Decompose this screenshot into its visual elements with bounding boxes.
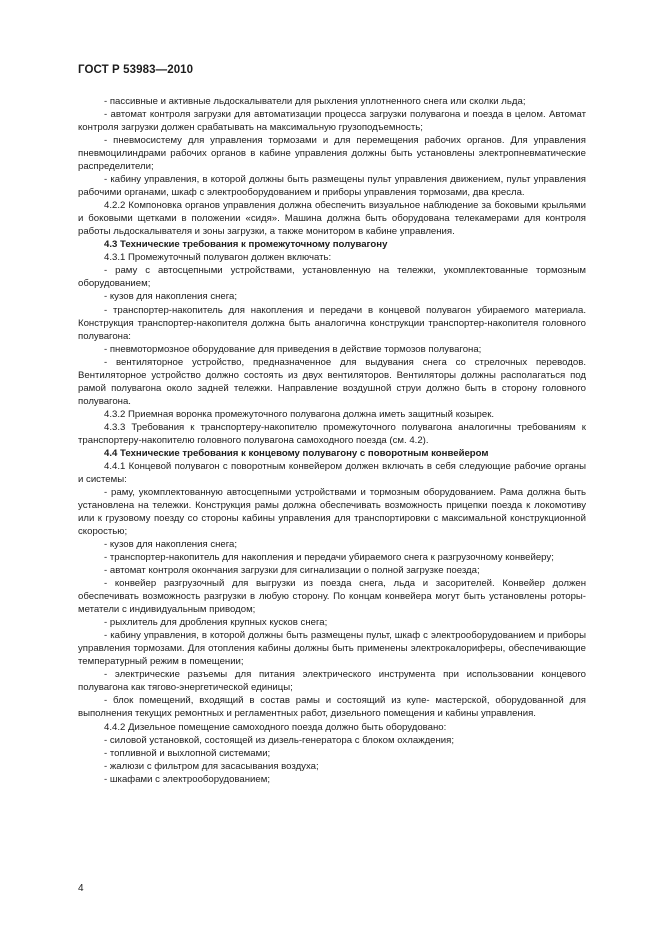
section-heading: 4.4 Технические требования к концевому полувагону с поворотным конвейером xyxy=(104,447,489,459)
paragraph: 4.2.2 Компоновка органов управления должна обеспечить визуальное наблюдение за боковыми крыльями и боковыми щетками в положении «сидя». Машина должна быть оборудована телекамерами для контроля работы льдоскалывателя и зоны загрузки, а также монитором в кабине управления. xyxy=(78,200,586,238)
paragraph: - силовой установкой, состоящей из дизель-генератора с блоком охлаждения; xyxy=(104,734,455,746)
paragraph: - транспортер-накопитель для накопления и передачи в концевой полувагон убираемого материала. Конструкция транспортер-накопителя должна быть аналогична конструкции транспортер-накопителя головного полувагона: xyxy=(78,304,586,342)
paragraph: - раму, укомплектованную автосцепными устройствами и тормозным оборудованием. Рама должна быть установлена на тележки. Конструкция рамы должна обеспечивать возможность прицепки поезда к локомотиву или к грузовому поезду со стороны кабины управления для транспортировки с максимальной конструкционной скоростью; xyxy=(78,486,586,538)
paragraph: 4.3.3 Требования к транспортеру-накопителю промежуточного полувагона аналогичны требованиям к транспортеру-накопителю головного полувагона самоходного поезда (см. 4.2). xyxy=(78,421,586,446)
paragraph: - вентиляторное устройство, предназначенное для выдувания снега со стрелочных переводов. Вентиляторное устройство должно состоять из двух вентиляторов. Вентиляторы должны располагаться под рамой полувагона около задней тележки. Направление воздушной струи должно быть в сторону головного полувагона. xyxy=(78,356,586,407)
paragraph: - кузов для накопления снега; xyxy=(104,291,238,303)
paragraph: - раму с автосцепными устройствами, установленную на тележки, укомплектованные тормозным оборудованием; xyxy=(78,265,586,290)
paragraph: - топливной и выхлопной системами; xyxy=(104,747,271,759)
paragraph: 4.3.1 Промежуточный полувагон должен включать: xyxy=(104,252,332,264)
paragraph: - кабину управления, в которой должны быть размещены пульт управления движением, пульт управления рабочими органами, шкаф с электрооборудованием и приборы управления тормозами, два кресла. xyxy=(78,174,586,199)
paragraph: - пневмотормозное оборудование для приведения в действие тормозов полувагона; xyxy=(104,343,482,355)
paragraph: - рыхлитель для дробления крупных кусков снега; xyxy=(104,617,328,629)
paragraph: - кабину управления, в которой должны быть размещены пульт, шкаф с электрооборудованием и приборы управления тормозами. Для отопления кабины должны быть применены электрокалориферы, обеспечивающие температурный режим в помещении; xyxy=(78,630,586,668)
paragraph: - транспортер-накопитель для накопления и передачи убираемого снега к разгрузочному конвейеру; xyxy=(104,552,554,564)
paragraph: 4.3.2 Приемная воронка промежуточного полувагона должна иметь защитный козырек. xyxy=(104,408,495,420)
paragraph: 4.4.2 Дизельное помещение самоходного поезда должно быть оборудовано: xyxy=(104,721,447,733)
paragraph: 4.4.1 Концевой полувагон с поворотным конвейером должен включать в себя следующие рабочие органы и системы: xyxy=(78,460,586,485)
page-number: 4 xyxy=(78,883,84,894)
paragraph: - конвейер разгрузочный для выгрузки из поезда снега, льда и засорителей. Конвейер должен обеспечивать возможность разгрузки в любую сторону. По концам конвейера могут быть установлены роторы-метатели с индивидуальным приводом; xyxy=(78,578,586,616)
paragraph: - шкафами с электрооборудованием; xyxy=(104,773,270,785)
paragraph: - пневмосистему для управления тормозами и для перемещения рабочих органов. Для управления пневмоцилиндрами рабочих органов в кабине управления должны быть установлены электропневматические распределители; xyxy=(78,135,586,173)
paragraph: - блок помещений, входящий в состав рамы и состоящий из купе- мастерской, оборудованной для выполнения текущих ремонтных и регламентных работ, дизельного помещения и кабины управления. xyxy=(78,695,586,720)
paragraph: - кузов для накопления снега; xyxy=(104,539,238,551)
paragraph: - электрические разъемы для питания электрического инструмента при использовании концевого полувагона как тягово-энергетической единицы; xyxy=(78,669,586,694)
paragraph: - автомат контроля загрузки для автоматизации процесса загрузки полувагона и поезда в целом. Автомат контроля загрузки должен срабатывать на максимальную грузоподъемность; xyxy=(78,109,586,134)
paragraph: - автомат контроля окончания загрузки для сигнализации о полной загрузке поезда; xyxy=(104,565,480,577)
section-heading: 4.3 Технические требования к промежуточному полувагону xyxy=(104,239,388,251)
document-header: ГОСТ Р 53983—2010 xyxy=(78,64,194,76)
document-body xyxy=(78,95,586,786)
paragraph: - жалюзи с фильтром для засасывания воздуха; xyxy=(104,760,319,772)
paragraph: - пассивные и активные льдоскалыватели для рыхления уплотненного снега или сколки льда; xyxy=(104,96,526,107)
